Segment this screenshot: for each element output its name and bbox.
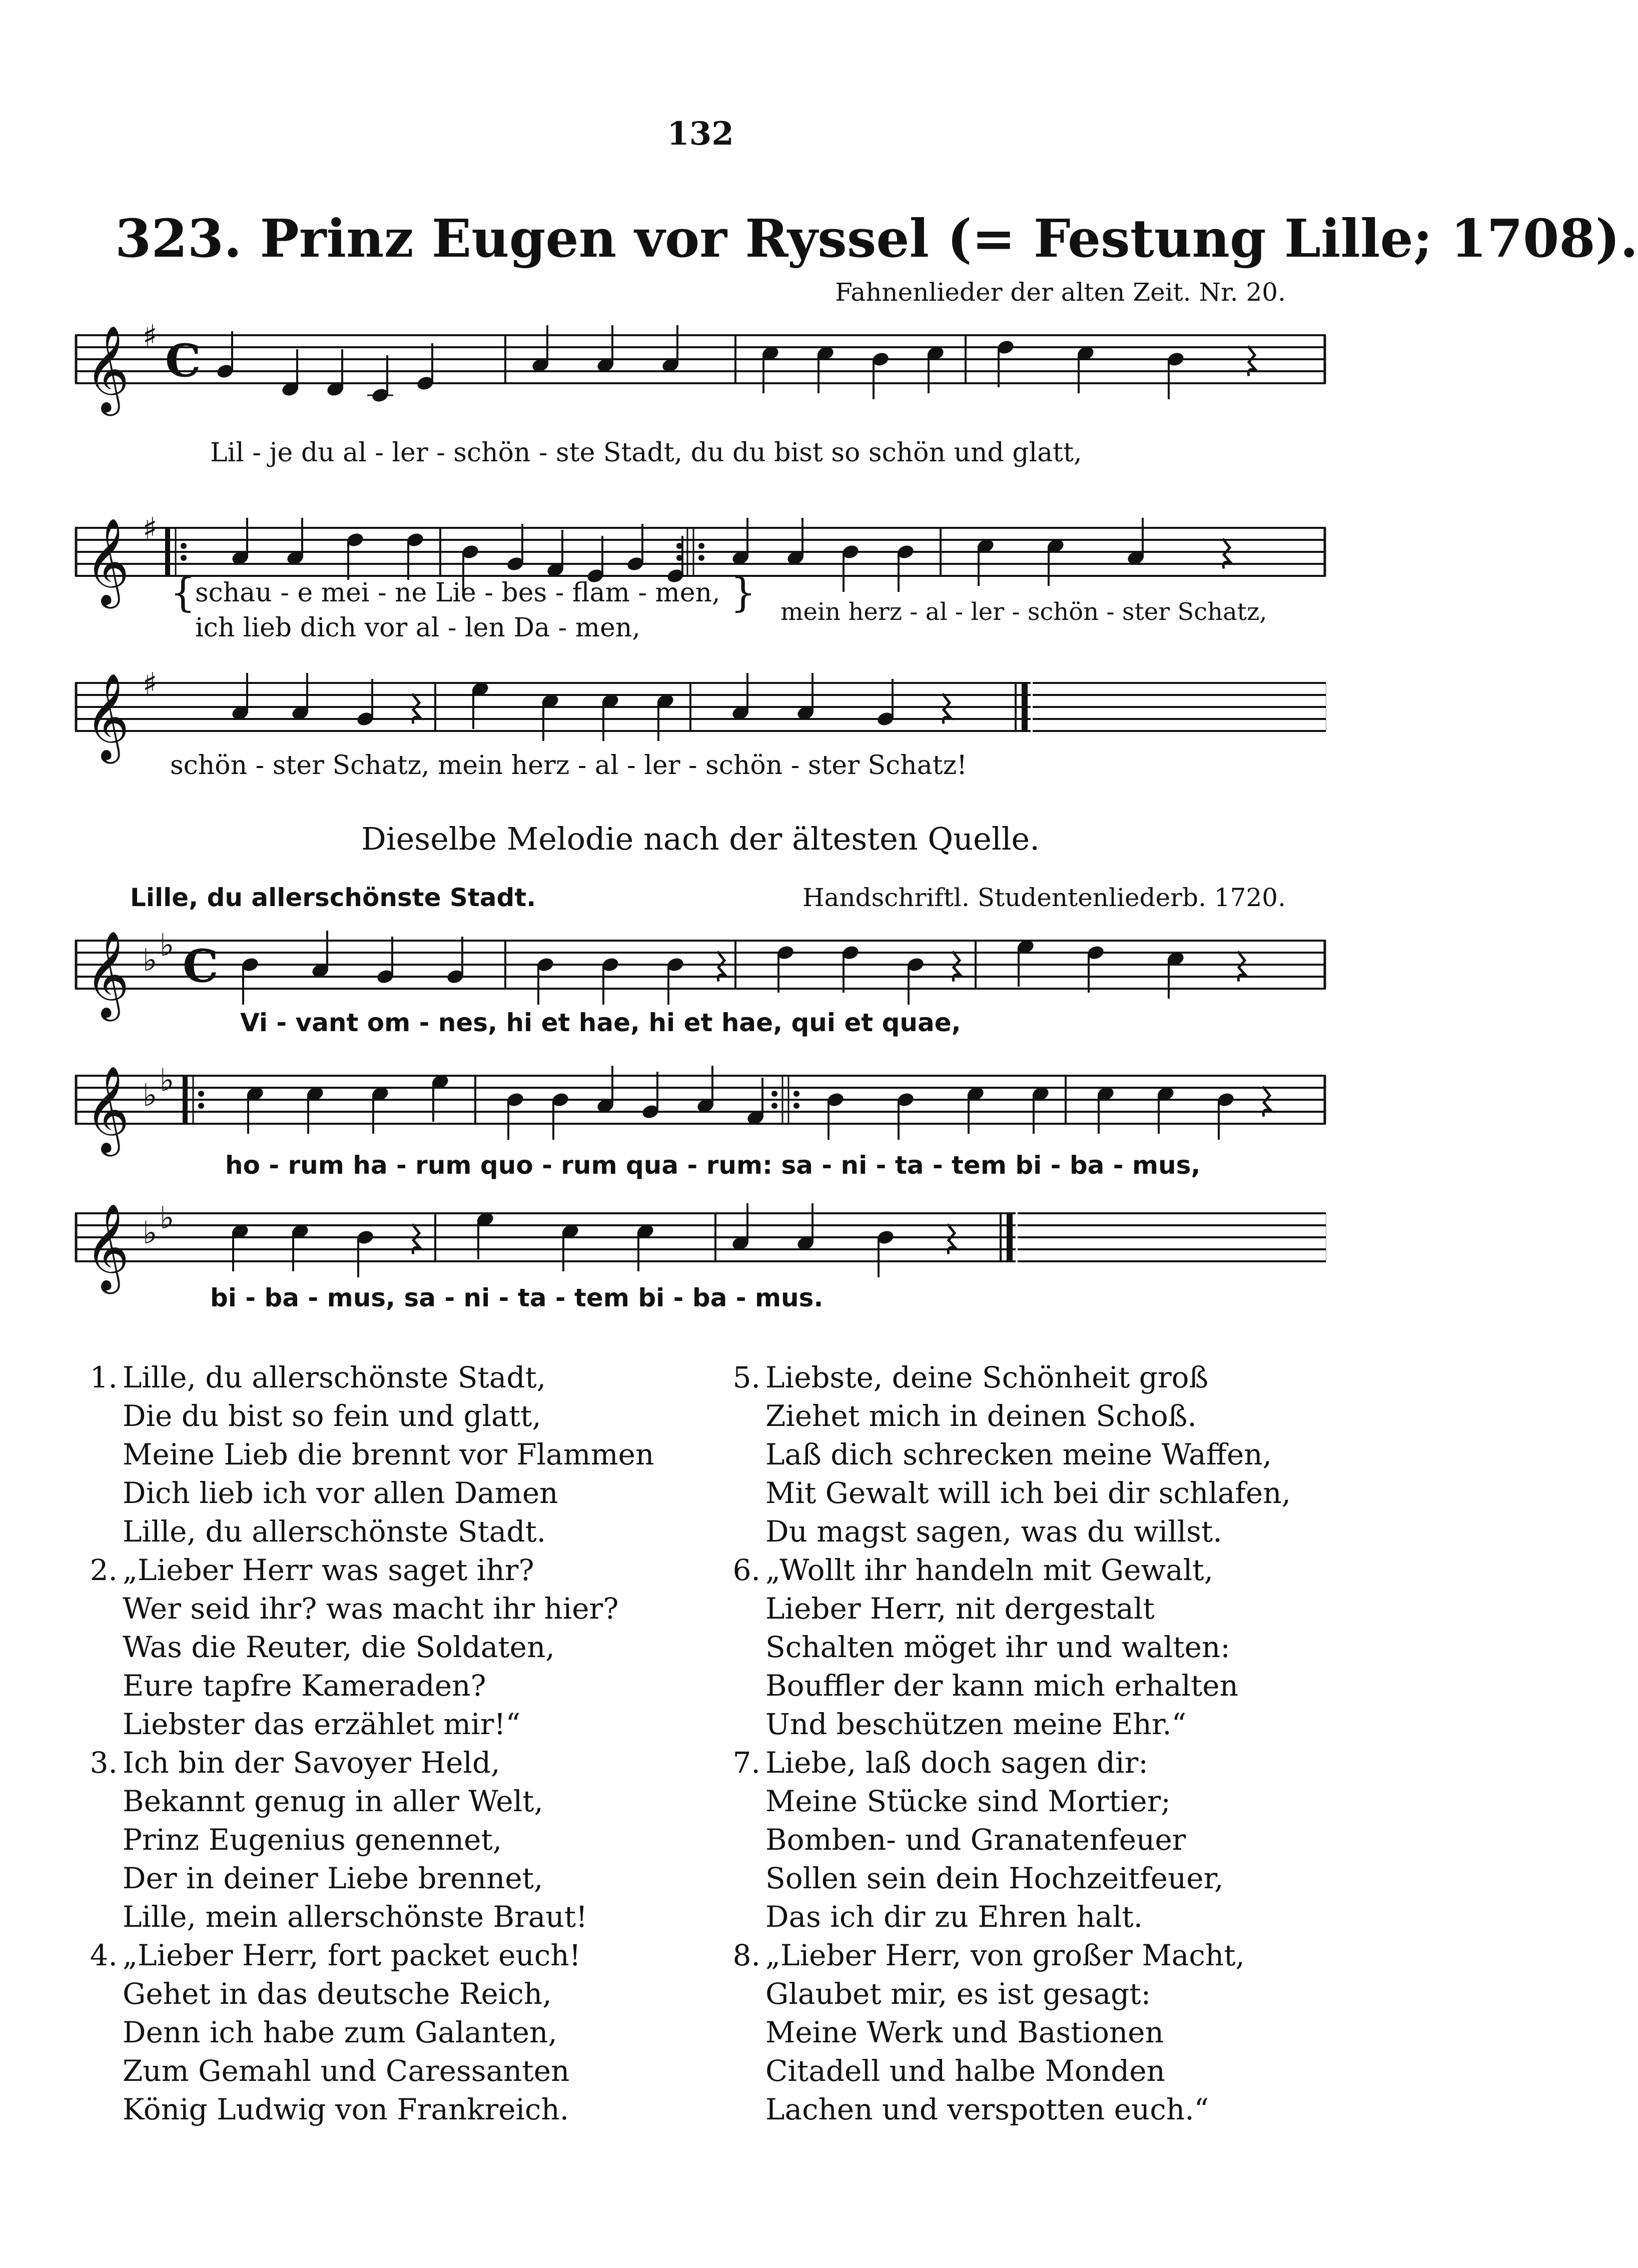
verse-6 (730, 1551, 1291, 1744)
lyrics-1b-a: schau - e mei - ne Lie - bes - flam - men, (195, 578, 720, 608)
verse-1 (88, 1358, 654, 1551)
svg-text:♯: ♯ (143, 666, 158, 701)
lyrics-2c: bi - ba - mus, sa - ni - ta - tem bi - ba - mus. (210, 1283, 824, 1312)
svg-text:♭: ♭ (160, 927, 175, 963)
svg-text:𝄞: 𝄞 (85, 673, 130, 760)
svg-text:𝄞: 𝄞 (85, 518, 130, 605)
verses-right-column (730, 1358, 1291, 2129)
verse-line: 8. „Lieber Herr, von großer Macht, (730, 1936, 1291, 1975)
lyrics-1b-c: mein herz - al - ler - schön - ster Schatz, (780, 598, 1267, 626)
verse-number: 5. (732, 1360, 760, 1394)
verse-line: Liebster das erzählet mir!“ (123, 1707, 521, 1741)
svg-text:♯: ♯ (143, 319, 158, 354)
svg-text:C: C (165, 334, 201, 387)
lyrics-1c: schön - ster Schatz, mein herz - al - ler - schön - ster Schatz! (170, 750, 967, 781)
verse-number: 7. (732, 1746, 760, 1780)
verse-line: König Ludwig von Frankreich. (123, 2092, 569, 2126)
verse-line: Das ich dir zu Ehren halt. (765, 1900, 1143, 1934)
verse-number: 3. (90, 1746, 118, 1780)
lille-title: Lille, du allerschönste Stadt. (130, 883, 536, 912)
verse-number: 4. (90, 1938, 118, 1972)
verse-line: Ziehet mich in deinen Schoß. (765, 1399, 1197, 1433)
verse-line: Prinz Eugenius genennet, (123, 1823, 502, 1857)
verse-5 (730, 1358, 1291, 1551)
verse-number: 2. (90, 1553, 118, 1587)
verse-line: Lachen und verspotten euch.“ (765, 2092, 1209, 2126)
verse-line: Bomben- und Granatenfeuer (765, 1823, 1186, 1857)
svg-text:𝄞: 𝄞 (85, 931, 130, 1018)
song-title: 323. Prinz Eugen vor Ryssel (= Festung Lille; 1708). (115, 208, 1638, 269)
lyrics-1a: Lil - je du al - ler - schön - ste Stadt, du du bist so schön und glatt, (210, 438, 1082, 468)
source-citation-2: Handschriftl. Studentenliederb. 1720. (802, 883, 1286, 912)
verse-line: 3. Ich bin der Savoyer Held, (88, 1744, 654, 1782)
music-staff-2b (75, 1053, 1326, 1153)
verse-line: Sollen sein dein Hochzeitfeuer, (765, 1861, 1224, 1895)
svg-text:♭: ♭ (143, 1077, 158, 1113)
verse-number: 6. (732, 1553, 760, 1587)
verse-4 (88, 1936, 654, 2129)
svg-text:♭: ♭ (160, 1062, 175, 1098)
verses-left-column (88, 1358, 654, 2129)
music-staff-1c (75, 660, 1326, 761)
verse-line: Mit Gewalt will ich bei dir schlafen, (765, 1476, 1291, 1510)
verse-3 (88, 1744, 654, 1936)
music-staff-2c (75, 1191, 1326, 1291)
verse-line: Gehet in das deutsche Reich, (123, 1977, 552, 2011)
verse-line: Die du bist so fein und glatt, (123, 1399, 541, 1433)
verse-line: Und beschützen meine Ehr.“ (765, 1707, 1187, 1741)
verse-8 (730, 1936, 1291, 2129)
verse-line: Eure tapfre Kameraden? (123, 1669, 486, 1703)
verse-line: Dich lieb ich vor allen Damen (123, 1476, 558, 1510)
lyrics-2a: Vi - vant om - nes, hi et hae, hi et hae, qui et quae, (240, 1008, 961, 1037)
verse-line: Laß dich schrecken meine Waffen, (765, 1437, 1272, 1471)
svg-text:♭: ♭ (143, 942, 158, 978)
verse-line: Denn ich habe zum Galanten, (123, 2015, 557, 2049)
svg-text:♭: ♭ (160, 1199, 175, 1236)
source-citation-1: Fahnenlieder der alten Zeit. Nr. 20. (835, 278, 1286, 307)
lyrics-2b: ho - rum ha - rum quo - rum qua - rum: sa - ni - ta - tem bi - ba - mus, (225, 1151, 1201, 1180)
verse-2 (88, 1551, 654, 1744)
verse-line: 1. Lille, du allerschönste Stadt, (88, 1358, 654, 1397)
verse-number: 8. (732, 1938, 760, 1972)
verse-line: Bouffler der kann mich erhalten (765, 1669, 1238, 1703)
lyrics-1b-b: ich lieb dich vor al - len Da - men, (195, 613, 640, 643)
verse-line: 5. Liebste, deine Schönheit groß (730, 1358, 1291, 1397)
verse-line: 6. „Wollt ihr handeln mit Gewalt, (730, 1551, 1291, 1590)
verse-line: Zum Gemahl und Caressanten (123, 2054, 570, 2088)
verse-line: Wer seid ihr? was macht ihr hier? (123, 1592, 619, 1626)
svg-text:C: C (183, 940, 219, 993)
verse-line: Schalten möget ihr und walten: (765, 1630, 1230, 1664)
verse-7 (730, 1744, 1291, 1936)
verse-line: Bekannt genug in aller Welt, (123, 1784, 543, 1818)
svg-text:𝄞: 𝄞 (85, 1203, 130, 1290)
music-staff-2a (75, 918, 1326, 1018)
verse-number: 1. (90, 1360, 118, 1394)
verse-line: 2. „Lieber Herr was saget ihr? (88, 1551, 654, 1590)
brace-right: } (730, 569, 756, 616)
verse-line: Meine Lieb die brennt vor Flammen (123, 1437, 654, 1471)
verse-line: Citadell und halbe Monden (765, 2054, 1165, 2088)
svg-text:𝄞: 𝄞 (85, 1066, 130, 1153)
verse-line: Lille, mein allerschönste Braut! (123, 1900, 588, 1934)
svg-text:♯: ♯ (143, 511, 158, 546)
verse-line: 4. „Lieber Herr, fort packet euch! (88, 1936, 654, 1975)
verse-line: Der in deiner Liebe brennet, (123, 1861, 543, 1895)
verse-line: Was die Reuter, die Soldaten, (123, 1630, 555, 1664)
verse-line: Glaubet mir, es ist gesagt: (765, 1977, 1151, 2011)
svg-text:𝄞: 𝄞 (85, 325, 130, 412)
brace-left: { (170, 569, 196, 616)
verse-line: Meine Werk und Bastionen (765, 2015, 1164, 2049)
svg-text:♭: ♭ (143, 1214, 158, 1251)
verse-line: Lieber Herr, nit dergestalt (765, 1592, 1155, 1626)
verse-line: Meine Stücke sind Mortier; (765, 1784, 1171, 1818)
page-number: 132 (667, 115, 734, 153)
music-staff-1a (75, 313, 1326, 413)
verse-line: 7. Liebe, laß doch sagen dir: (730, 1744, 1291, 1782)
verse-line: Lille, du allerschönste Stadt. (123, 1515, 546, 1549)
verse-line: Du magst sagen, was du willst. (765, 1515, 1222, 1549)
subheading: Dieselbe Melodie nach der ältesten Quelle. (361, 821, 1040, 857)
